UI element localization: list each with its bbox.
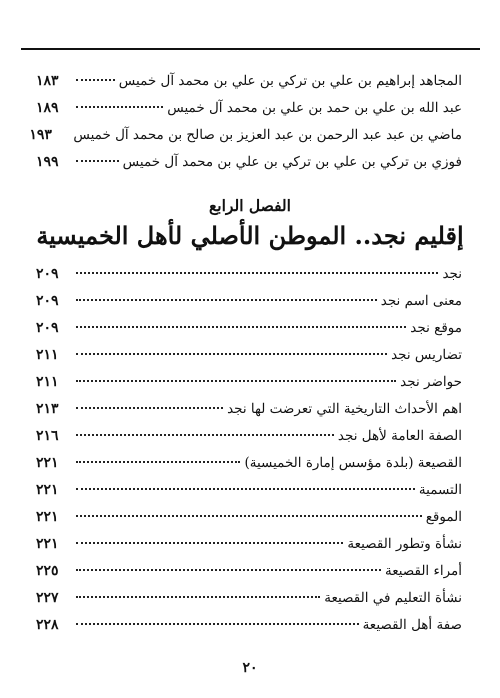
toc-entry-title: نشأة التعليم في القصيعة: [324, 590, 462, 606]
toc-entry: [36, 450, 462, 477]
toc-entry-title: أمراء القصيعة: [384, 563, 462, 579]
toc-entry-page: ٢١٣: [36, 401, 59, 417]
chapter-label: الفصل الرابع: [209, 196, 291, 215]
toc-entry-title: معنى اسم نجد: [380, 293, 462, 309]
toc-entry-title: موقع نجد: [410, 320, 462, 336]
dot-leader: [76, 326, 406, 328]
toc-entry-title: القصيعة (بلدة مؤسس إمارة الخميسية): [244, 455, 462, 471]
dot-leader: [76, 160, 119, 162]
dot-leader: [76, 488, 415, 490]
toc-entry: [36, 95, 462, 122]
dot-leader: [76, 79, 115, 81]
dot-leader: [76, 299, 377, 301]
dot-leader: [76, 272, 438, 274]
toc-entry-page: ٢٠٩: [36, 266, 59, 282]
dot-leader: [76, 515, 422, 517]
toc-entry-page: ١٩٩: [36, 154, 59, 170]
toc-entry-title: الموقع: [425, 509, 462, 525]
toc-entry-page: ١٨٣: [36, 73, 59, 89]
dot-leader: [76, 106, 163, 108]
dot-leader: [76, 623, 359, 625]
toc-entry-title: المجاهد إبراهيم بن علي بن تركي بن علي بن محمد آل خميس: [118, 73, 462, 89]
toc-entry-page: ٢٠٩: [36, 320, 59, 336]
toc-entry-page: ١٨٩: [36, 100, 59, 116]
toc-entry-page: ٢١٦: [36, 428, 59, 444]
toc-entry-page: ٢٢٥: [36, 563, 59, 579]
dot-leader: [76, 380, 396, 382]
toc-entry-page: ٢٢١: [36, 536, 59, 552]
toc-entry-page: ٢١١: [36, 347, 59, 363]
toc-entry-title: نشأة وتطور القصيعة: [347, 536, 462, 552]
toc-entry-page: ٢٢١: [36, 482, 59, 498]
toc-entry: [36, 342, 462, 369]
dot-leader: [76, 569, 381, 571]
page-number: ٢٠: [242, 660, 258, 676]
toc-bottom-section: [36, 261, 462, 639]
toc-entry-title: حواضر نجد: [400, 374, 462, 390]
dot-leader: [76, 542, 343, 544]
toc-entry: [36, 504, 462, 531]
toc-entry-title: صفة أهل القصيعة: [362, 617, 462, 633]
toc-entry-title: اهم الأحداث التاريخية التي تعرضت لها نجد: [227, 401, 462, 417]
toc-entry: [36, 149, 462, 176]
toc-entry-title: ماضي بن عبد عبد الرحمن بن عبد العزيز بن صالح بن محمد آل خميس: [73, 127, 462, 143]
toc-entry: [36, 612, 462, 639]
toc-entry: [36, 68, 462, 95]
toc-entry: [36, 369, 462, 396]
dot-leader: [76, 353, 387, 355]
toc-entry-page: ٢٠٩: [36, 293, 59, 309]
dot-leader: [76, 461, 240, 463]
toc-entry-title: الصفة العامة لأهل نجد: [337, 428, 462, 444]
toc-entry-title: تضاريس نجد: [391, 347, 462, 363]
toc-entry-title: التسمية: [418, 482, 462, 498]
toc-entry-page: ٢٢١: [36, 509, 59, 525]
toc-top-section: [29, 68, 462, 176]
toc-entry: [36, 585, 462, 612]
toc-entry-title: عبد الله بن علي بن حمد بن علي بن محمد آل خميس: [167, 100, 462, 116]
toc-entry: [36, 477, 462, 504]
toc-entry-page: ٢١١: [36, 374, 59, 390]
dot-leader: [76, 407, 223, 409]
toc-entry: [36, 423, 462, 450]
toc-entry-title: نجد: [442, 266, 462, 282]
toc-entry: [36, 396, 462, 423]
toc-entry: [36, 531, 462, 558]
toc-entry: [36, 288, 462, 315]
toc-entry: [29, 122, 462, 149]
chapter-title: إقليم نجد.. الموطن الأصلي لأهل الخميسية: [36, 221, 464, 250]
dot-leader: [76, 596, 320, 598]
toc-entry-page: ٢٢٧: [36, 590, 59, 606]
toc-entry: [36, 558, 462, 585]
toc-entry-page: ١٩٣: [29, 127, 52, 143]
header-rule: [21, 48, 480, 50]
toc-entry-title: فوزي بن تركي بن علي بن تركي بن علي بن محمد آل خميس: [122, 154, 462, 170]
toc-entry: [36, 315, 462, 342]
toc-entry-page: ٢٢١: [36, 455, 59, 471]
toc-entry: [36, 261, 462, 288]
toc-entry-page: ٢٢٨: [36, 617, 59, 633]
dot-leader: [76, 434, 334, 436]
